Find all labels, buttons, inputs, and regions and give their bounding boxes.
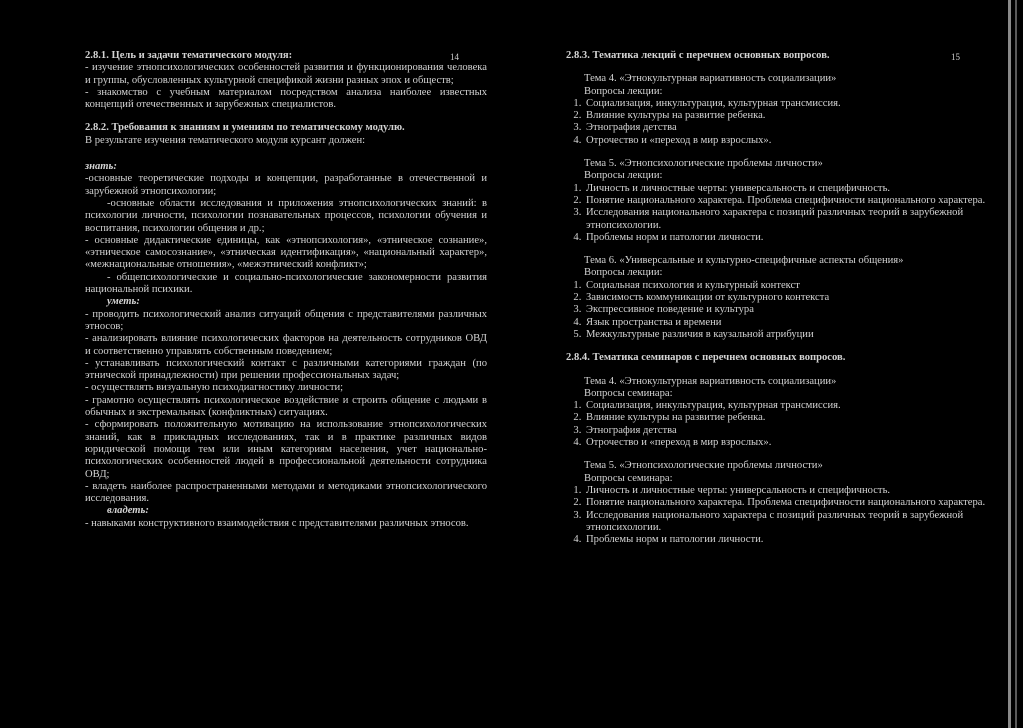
list-item: 2. Влияние культуры на развитие ребенка. xyxy=(584,110,1010,122)
list-item: 2. Зависимость коммуникации от культурного контекста xyxy=(584,292,1010,304)
lecture-question-list xyxy=(566,98,1010,147)
list-item: 1. Личность и личностные черты: универсальность и специфичность. xyxy=(584,183,1010,195)
section-heading-seminars: 2.8.4. Тематика семинаров с перечнем основных вопросов. xyxy=(566,352,846,364)
section-heading-lectures: 2.8.3. Тематика лекций с перечнем основных вопросов. xyxy=(566,50,830,61)
lecture-topic-title: Тема 4. «Этнокультурная вариативность социализации» xyxy=(584,73,837,85)
list-item: 5. Межкультурные различия в каузальной атрибуции xyxy=(584,329,1010,341)
list-item: 4. Отрочество и «переход в мир взрослых». xyxy=(584,135,1010,147)
list-item: 3. Исследования национального характера с позиций различных теорий в зарубежной этнопсихологии. xyxy=(584,207,1010,232)
know-item: -основные области исследования и приложения этнопсихологических знаний: в психологии личности, психологии познавательных процессов, психологии обучения и воспитания, психологии общения и др.; xyxy=(85,197,487,234)
can-item: - сформировать положительную мотивацию на использование этнопсихологических знаний, как в прикладных исследованиях, так и в практике различных видов юридической помощи тем или иным категориям населения, учет национально-психологических особенностей людей в профессиональной деятельности сотрудника ОВД; xyxy=(85,419,487,480)
list-item: 1. Социализация, инкультурация, культурная трансмиссия. xyxy=(584,98,1010,110)
list-item: 3. Этнография детства xyxy=(584,425,1010,437)
can-item: - осуществлять визуальную психодиагностику личности; xyxy=(85,382,344,394)
page-edge-line xyxy=(1008,0,1011,728)
list-item: 4. Проблемы норм и патологии личности. xyxy=(584,232,1010,244)
list-item: 1. Социализация, инкультурация, культурная трансмиссия. xyxy=(584,400,1010,412)
right-page xyxy=(520,0,1020,728)
list-item: 4. Проблемы норм и патологии личности. xyxy=(584,534,1010,546)
own-label: владеть: xyxy=(107,505,149,517)
know-item: - основные дидактические единицы, как «этнопсихология», «этническое сознание», «этническое самосознание», «этническая идентификация», «национальный характер», «межнациональные отношения», «межэтнический конфликт»; xyxy=(85,234,487,271)
goal-item: - изучение этнопсихологических особенностей развития и функционирования человека и группы, обусловленных культурной спецификой жизни разных эпох и обществ; xyxy=(85,62,487,86)
lecture-question-list xyxy=(566,280,1010,341)
lecture-question-list xyxy=(566,183,1010,244)
own-item: - навыками конструктивного взаимодействия с представителями различных этносов. xyxy=(85,517,469,529)
know-label: знать: xyxy=(85,161,117,173)
know-item: - общепсихологические и социально-психологические закономерности развития национальной психики. xyxy=(85,271,487,296)
page-number: 14 xyxy=(450,52,459,62)
page-number: 15 xyxy=(951,52,960,62)
can-item: - анализировать влияние психологических факторов на деятельность сотрудников ОВД и соответственно управлять собственным поведением; xyxy=(85,333,487,357)
page-edge-line xyxy=(1015,0,1017,728)
section-heading-goals: 2.8.1. Цель и задачи тематического модуля: xyxy=(85,50,293,61)
seminar-topic-title: Тема 4. «Этнокультурная вариативность социализации» xyxy=(584,375,837,387)
lecture-topic-title: Тема 6. «Универсальные и культурно-специфичные аспекты общения» xyxy=(584,255,904,267)
lecture-topic-title: Тема 5. «Этнопсихологические проблемы личности» xyxy=(584,158,823,170)
lecture-topic-sub: Вопросы лекции: xyxy=(584,170,663,182)
list-item: 3. Исследования национального характера с позиций различных теорий в зарубежной этнопсихологии. xyxy=(584,510,1010,535)
lecture-topic-sub: Вопросы лекции: xyxy=(584,267,663,279)
list-item: 4. Язык пространства и времени xyxy=(584,317,1010,329)
lecture-topic-sub: Вопросы лекции: xyxy=(584,85,663,97)
can-item: - владеть наиболее распространенными методами и методиками этнопсихологического исследования. xyxy=(85,480,487,505)
list-item: 1. Социальная психология и культурный контекст xyxy=(584,280,1010,292)
list-item: 3. Экспрессивное поведение и культура xyxy=(584,304,1010,316)
seminar-topic-title: Тема 5. «Этнопсихологические проблемы личности» xyxy=(584,460,823,472)
goal-item: - знакомство с учебным материалом посредством анализа наиболее известных концепций отечественных и зарубежных специалистов. xyxy=(85,86,487,111)
can-item: - грамотно осуществлять психологическое воздействие и строить общение с людьми в обычных и экстремальных (конфликтных) ситуациях. xyxy=(85,394,487,419)
know-item: -основные теоретические подходы и концепции, разработанные в отечественной и зарубежной этнопсихологии; xyxy=(85,173,487,197)
seminar-question-list xyxy=(566,400,1010,449)
list-item: 3. Этнография детства xyxy=(584,122,1010,134)
seminar-topic-sub: Вопросы семинара: xyxy=(584,387,673,399)
can-item: - проводить психологический анализ ситуаций общения с представителями различных этносов; xyxy=(85,308,487,332)
left-page xyxy=(0,0,495,728)
list-item: 1. Личность и личностные черты: универсальность и специфичность. xyxy=(584,485,1010,497)
seminar-question-list xyxy=(566,485,1010,546)
seminar-topic-sub: Вопросы семинара: xyxy=(584,472,673,484)
list-item: 2. Понятие национального характера. Проблема специфичности национального характера. xyxy=(584,497,1010,509)
can-item: - устанавливать психологический контакт с различными категориями граждан (по этнической принадлежности) при решении профессиональных задач; xyxy=(85,357,487,382)
requirements-intro: В результате изучения тематического модуля курсант должен: xyxy=(85,134,366,146)
list-item: 2. Понятие национального характера. Проблема специфичности национального характера. xyxy=(584,195,1010,207)
section-heading-requirements: 2.8.2. Требования к знаниям и умениям по тематическому модулю. xyxy=(85,122,405,134)
can-label: уметь: xyxy=(107,296,140,308)
list-item: 4. Отрочество и «переход в мир взрослых». xyxy=(584,437,1010,449)
list-item: 2. Влияние культуры на развитие ребенка. xyxy=(584,412,1010,424)
